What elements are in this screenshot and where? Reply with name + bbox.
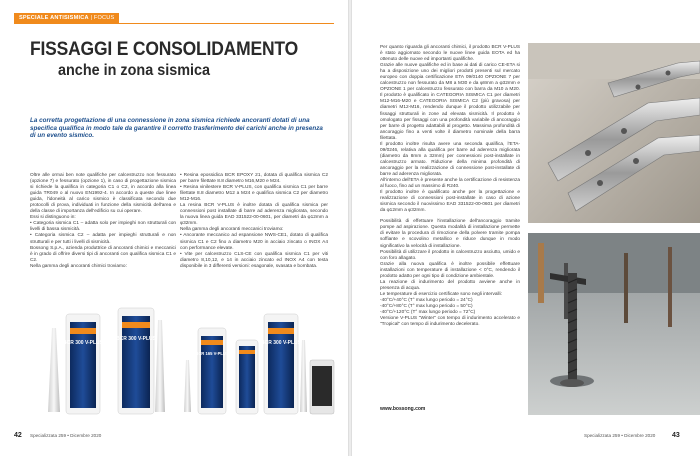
right-column (380, 45, 520, 328)
cartridge-label: BCR 300 V-PLUS (115, 336, 157, 342)
page-number-right: 43 (672, 432, 680, 439)
issue-info-left: Specializzata 259 • Dicembre 2020 (30, 433, 102, 438)
article-title: FISSAGGI E CONSOLIDAMENTO (30, 39, 298, 60)
paragraph: Oltre alle ormai ben note qualifiche per calcestruzzo non fessurato (opzione 7) e fessurato (opzione 1), in caso di progettazione sismica si richiede la qualifica in categoria C1 o C2, in accordo alla linea guida TR049 o al nuovo EN1992-4. In accordo a queste due linee guida, l'idoneità al carico sismico è classificata secondo due protocolli di prova, individuati in funzione della sismicità dell'area e della classe di importanza dell'edificio su cui operare. (30, 173, 176, 215)
paragraph: Il prodotto inoltre è qualificato anche per la progettazione e realizzazione di connessioni post-installate in caso di azione sismica secondo il nuovissimo EAD 331522-00-0601 per diametri da φ12mm a φ32mm. (380, 190, 520, 214)
paragraph: Bossong S.p.A., azienda produttrice di ancoranti chimici e meccanici è in grado di offrire diversi tipi di ancoranti con qualifica sismica C1 e C2. (30, 245, 176, 263)
paragraph: Grazie alla nuova qualifica è inoltre possibile effettuare installazioni con temperature di installazione < 0°C, rendendo il prodotto adatto per ogni tipo di condizione ambientale. (380, 261, 520, 279)
paragraph: • Resina vinilestere BCR V-PLUS, con qualifica sismica C1 per barre filettate 8.8 diametro M12 a M24 e qualifica sismica C2 per diametro M12-M16. (180, 185, 328, 203)
paragraph: • Vite per calcestruzzo CLS-CE con qualifica sismica C1 per viti diametro 8,10,12, e 14 in acciaio zincato ed INOX A4 con testa disponibile in 3 differenti versioni: esagonale, svasata e bombata. (180, 251, 328, 269)
cartridge-label: BCR 300 V-PLUS (62, 340, 104, 346)
paragraph: • Resina epossidica BCR EPOXY 21, dotata di qualifica sismica C2 per barre filettate 8.8 diametro M16,M20 e M24. (180, 173, 328, 185)
paragraph: Il prodotto inoltre risulta avere una seconda qualifica, l'ETA-09/0246, relativa alla qualifica per barre ad aderenza migliorata (diametro da 8mm a 32mm) per connessioni post-installate in calcestruzzo armato. Riduzione della minima profondità di ancoraggio per la realizzazione di connessione post-installate di barre ad aderenza migliorata. (380, 141, 520, 177)
paragraph: • Categoria sismica C2 – adatta per impieghi strutturali e non strutturali e per tutti i livelli di sismicità. (30, 233, 176, 245)
left-page (0, 0, 348, 456)
website-link[interactable]: www.bossong.com (380, 406, 426, 412)
paragraph: -40°C/+40°C (T° max lungo periodo = 24°C) (380, 297, 473, 303)
article-lead: La corretta progettazione di una connessione in zona sismica richiede ancoranti dotati di una specifica qualifica in modo tale da garantire il corretto trasferimento dei carichi anche in presenza di un evento sismico. (30, 117, 323, 140)
article-subtitle: anche in zona sismica (58, 62, 211, 79)
paragraph: La reazione di indurimento del prodotto avviene anche in presenza di acqua. (380, 279, 520, 291)
paragraph: -40°C/+80°C (T° max lungo periodo = 50°C) (380, 303, 473, 309)
paragraph: Le temperature di esercizio certificate sono negli intervalli: (380, 291, 502, 297)
paragraph: Per quanto riguarda gli ancoranti chimici, il prodotto BCR V-PLUS è stato aggiornato secondo le nuove linee guida EOTA ed ha ottenuto delle nuove ed importanti qualifiche. (380, 45, 520, 63)
cartridge-label: BCR 165 V-PLUS (195, 351, 229, 356)
left-column-1 (30, 173, 176, 270)
paragraph: Essi si distinguono in: (30, 215, 76, 221)
paragraph: La resina BCR V-PLUS è inoltre dotata di qualifica sismica per connessioni post installate di barre ad aderenza migliorata, secondo la nuova linea guida EAD 331522-00-0601, per diametri da φ12mm a φ32mm. (180, 203, 328, 227)
paragraph: Possibilità di utilizzare il prodotto in calcestruzzo asciutto, umido e con foro allagato. (380, 249, 520, 261)
section-tab: SPECIALE ANTISISMICA | FOCUS (14, 13, 119, 23)
paragraph: • Categoria sismica C1 – adatta solo per impieghi non strutturali con livelli di bassa sismicità. (30, 221, 176, 233)
page-number-left: 42 (14, 432, 22, 439)
paragraph: • Ancorante meccanico ad espansione NWS-CE1, dotato di qualifica sismica C1 e C2 fino a diametro M20 in acciaio zincato o INOX A4 con performance elevate. (180, 233, 328, 251)
paragraph: Grazie alle nuove qualifiche ed in base ai dati di carico CE-ETA si ha a disposizione uno dei migliori prodotti presenti sul mercato europeo con doppia certificazione ETA 09/0140 OPZIONE 7 per calcestruzzo non fessurato da M8 a M30 e da φ8mm a φ32mm e OPZIONE 1 per calcestruzzo fessurato con barra da M10 a M20. Il prodotto è qualificato in CATEGORIA SISMICA C1 per diametri M12-M16-M20 e CATEGORIA SISMICA C2 (più gravosa) per diametri M12-M16, rendendo dunque il prodotto utilizzabile per fissaggi strutturali in zone ad elevata sismicità. Il prodotto è omologato per fissaggi con una profondità variabile di ancoraggio per barre di progetto adattabili al progetto. Massima profondità di ancoraggio fino a venti volte il diametro nominale della barra filettata. (380, 63, 520, 141)
photo-rebar-installation (528, 233, 700, 415)
paragraph: Possibilità di effettuare l'installazione dell'ancoraggio tramite pompe ad aspirazione. Questa modalità di installazione permette di evitare la procedura di rimozione della polvere tramite pompa soffiante e scovolino metallico e riduce dunque in modo significativo la velocità di installazione. (380, 219, 520, 249)
paragraph: Versione V-PLUS "Winter" con tempo di indurimento accelerato e "Tropical" con tempo di indurimento decelerato. (380, 316, 520, 328)
paragraph: Nella gamma degli ancoranti chimici troviamo: (30, 263, 127, 269)
cartridge-label: BCR 300 V-PLUS (260, 340, 302, 346)
section-header (14, 13, 334, 24)
paragraph: -40°C/+120°C (T° max lungo periodo = 72°C) (380, 310, 476, 316)
paragraph: All'interno dell'ETA è presente anche la certificazione di resistenza al fuoco, fino ad un massimo di R240. (380, 178, 520, 190)
photo-steel-anchors (528, 43, 700, 223)
product-cartridges-image (38, 300, 338, 415)
issue-info-right: Specializzata 259 • Dicembre 2020 (584, 433, 656, 438)
left-column-2 (180, 173, 328, 270)
paragraph: Nella gamma degli ancoranti meccanici troviamo: (180, 227, 284, 233)
